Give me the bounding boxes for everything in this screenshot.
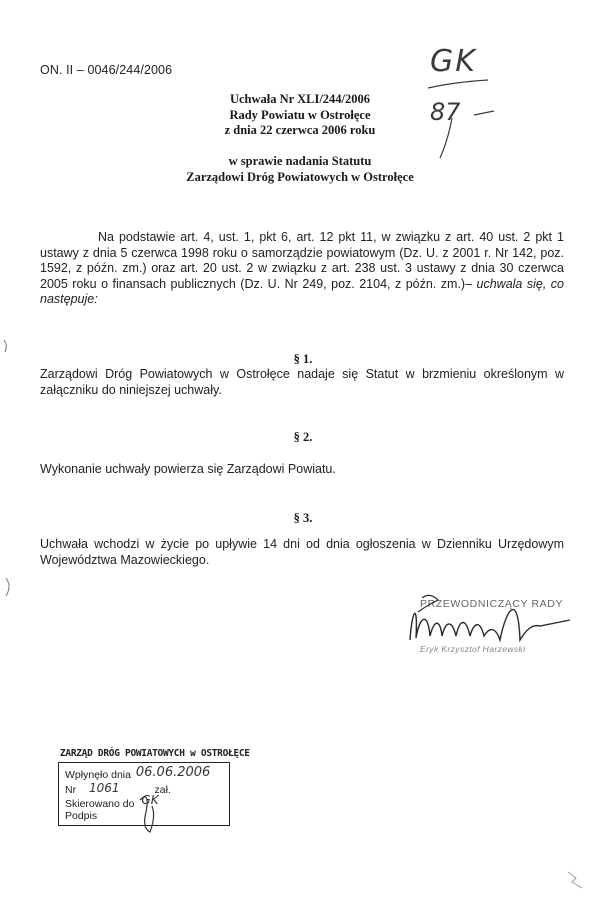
subject-line-1: w sprawie nadania Statutu (228, 154, 372, 168)
stamp-number-value: 1061 (89, 781, 120, 795)
subject-line-2: Zarządowi Dróg Powiatowych w Ostrołęce (186, 169, 414, 184)
initials-underline (428, 80, 488, 88)
signature-title: PRZEWODNICZĄCY RADY (420, 598, 564, 610)
resolution-date: z dnia 22 czerwca 2006 roku (224, 123, 376, 137)
stamp-received-label: Wpłynęło dnia (65, 769, 131, 781)
section-3-title: § 3. (293, 511, 313, 525)
signature-scribble (410, 610, 570, 640)
signatory-name: Eryk Krzysztof Harzewski (420, 644, 526, 654)
mark-dash (474, 111, 494, 115)
registry-stamp (58, 762, 230, 826)
preamble-main-text: Na podstawie art. 4, ust. 1, pkt 6, art. 12 pkt 11, w związku z art. 40 ust. 2 pkt 1 ustawy z dnia 5 czerwca 1998 roku o samorządzie powiatowym (Dz. U. z 2001 r. Nr 142, poz. 1592, z późn. zm.) oraz art. 20 ust. 2 w związku z art. 238 ust. 3 ustawy z dnia 30 czerwca 2005 roku o finansach publicznych (Dz. U. Nr 249, poz. 2104, z późn. zm.)– (40, 230, 564, 291)
stamp-row-number (65, 781, 171, 796)
stamp-row-directed (65, 793, 159, 810)
resolution-council: Rady Powiatu w Ostrołęce (229, 107, 371, 122)
section-2-title: § 2. (293, 430, 313, 444)
stamp-row-received (65, 765, 211, 782)
section-3-text: Uchwała wchodzi w życie po upływie 14 dni od dnia ogłoszenia w Dzienniku Urzędowym Województwa Mazowieckiego. (40, 537, 564, 567)
stamp-number-label: Nr (65, 784, 77, 796)
preamble-italic-text: uchwala się, co następuje: (40, 276, 564, 306)
section-1-text: Zarządowi Dróg Powiatowych w Ostrołęce nadaje się Statut w brzmieniu określonym w załączniku do niniejszej uchwały. (40, 367, 564, 397)
stamp-directed-label: Skierowano do (65, 798, 135, 810)
stamp-header: ZARZĄD DRÓG POWIATOWYCH w OSTROŁĘCE (60, 748, 250, 759)
handwritten-mark: 87 (430, 98, 461, 126)
margin-mark-2 (6, 578, 9, 596)
document-reference: ON. II – 0046/244/2006 (40, 63, 173, 77)
preamble (40, 230, 564, 308)
stamp-row-signature (65, 810, 97, 822)
stamp-received-value: 06.06.2006 (135, 765, 211, 780)
margin-mark-1 (4, 340, 6, 352)
stamp-directed-value: GK (141, 793, 159, 807)
stamp-signature-label: Podpis (65, 810, 98, 822)
corner-smudge (568, 872, 582, 888)
section-2-text: Wykonanie uchwały powierza się Zarządowi Powiatu. (40, 462, 336, 476)
stamp-attachments-label: zał. (154, 784, 171, 796)
handwritten-initials: GK (430, 44, 477, 79)
resolution-subject (120, 154, 480, 185)
resolution-number: Uchwała Nr XLI/244/2006 (229, 92, 371, 106)
resolution-heading (140, 92, 460, 139)
section-1-title: § 1. (293, 352, 313, 366)
